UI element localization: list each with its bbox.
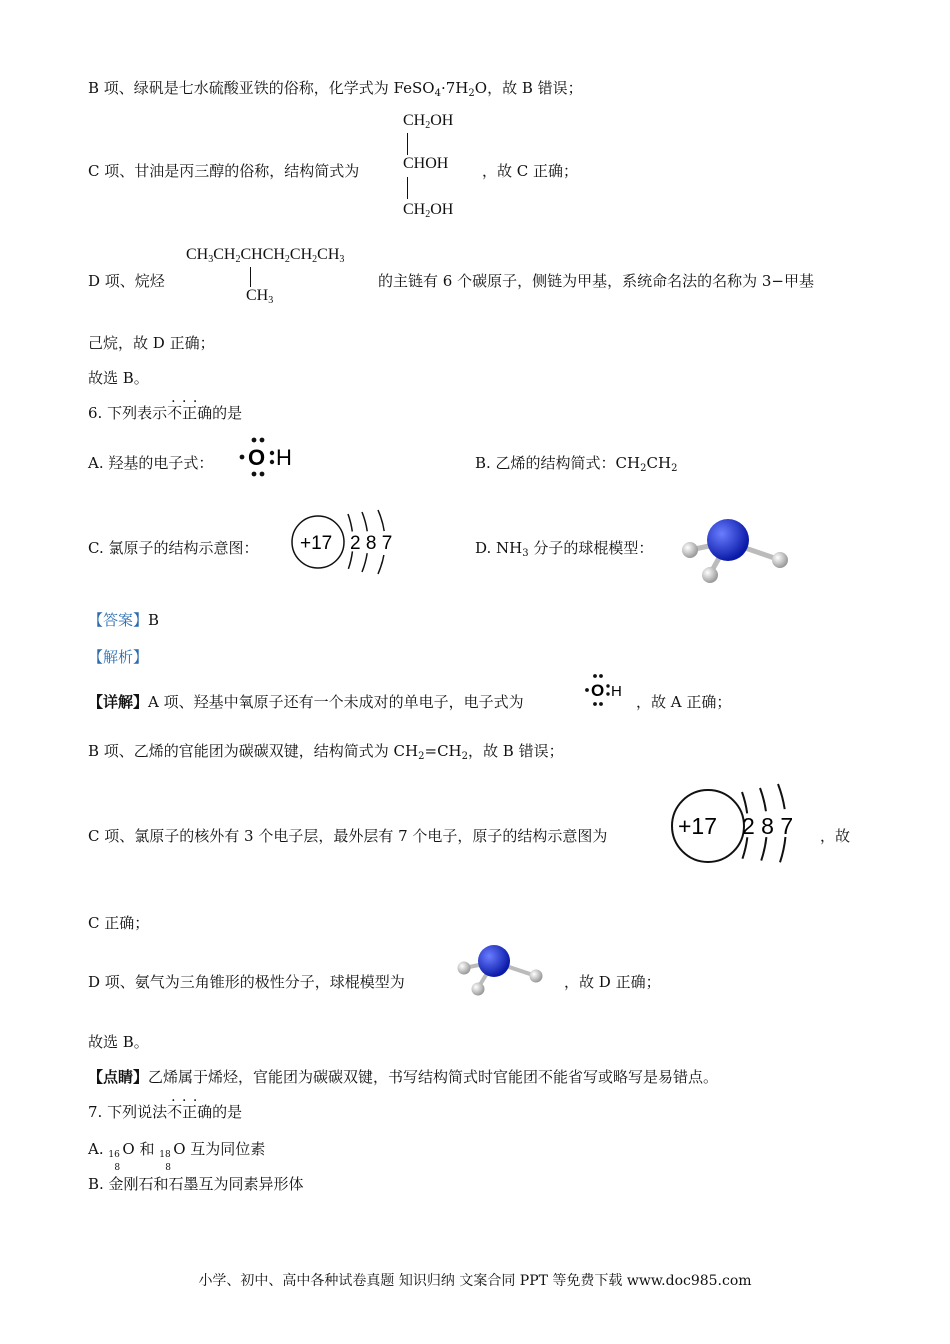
nh3-ball-stick-model-small: [452, 942, 552, 1002]
analysis-line-c-post: ，故 C 正确；: [482, 162, 579, 180]
oxygen-symbol: O: [591, 681, 605, 700]
detail-choose: 故选 B。: [88, 1033, 149, 1051]
electron-formula-image-small: [584, 672, 630, 712]
answer-line: 【答案】B: [88, 611, 160, 629]
nucleus-charge: +17: [300, 533, 333, 554]
nh3-ball-stick-model: [676, 514, 796, 590]
electron-shells: 2 8 7: [742, 813, 794, 839]
option-7a: A. 16 8 O 和 18 8 O 互为同位素: [88, 1140, 266, 1173]
oxygen-symbol: O: [248, 445, 266, 470]
hydrogen-symbol: H: [611, 683, 622, 700]
atom-structure-diagram-small: [288, 504, 408, 588]
option-6a: A. 羟基的电子式：: [88, 454, 214, 472]
nucleus-charge: +17: [678, 813, 718, 839]
emphasis-text: · · · 不正确: [167, 404, 212, 422]
analysis-label: 【解析】: [88, 648, 149, 666]
option-7b: B. 金刚石和石墨互为同素异形体: [88, 1175, 304, 1193]
hydrogen-symbol: H: [276, 445, 292, 470]
option-6d: D. $NH_3$ 分子的球棍模型：: [475, 539, 654, 559]
choose-answer-5: 故选 B。: [88, 369, 149, 387]
detail-line-c: C 项、氯原子的核外有 3 个电子层，最外层有 7 个电子，原子的结构示意图为: [88, 827, 608, 845]
detail-line-d: D 项、氨气为三角锥形的极性分子，球棍模型为: [88, 973, 405, 991]
question-6: 6. 下列表示· · · 不正确的是: [88, 403, 242, 423]
detail-line-b: B 项、乙烯的官能团为碳碳双键，结构简式为 $CH_2=CH_2$，故 B 错误；: [88, 742, 564, 762]
option-6b: B. 乙烯的结构简式：$CH_2CH_2$: [475, 454, 678, 474]
question-7: 7. 下列说法· · · 不正确的是: [88, 1102, 242, 1122]
detail-line-c-post: ，故: [820, 827, 851, 845]
analysis-line-d-post: 的主链有 6 个碳原子，侧链为甲基，系统命名法的名称为 3−甲基: [378, 272, 814, 290]
atom-structure-diagram-large: [668, 780, 808, 880]
analysis-line-c-pre: C 项、甘油是丙三醇的俗称，结构简式为: [88, 162, 360, 180]
analysis-line-d-pre: D 项、烷烃: [88, 272, 165, 290]
detail-line-d-post: ，故 D 正确；: [564, 973, 661, 991]
page-footer: 小学、初中、高中各种试卷真题 知识归纳 文案合同 PPT 等免费下载 www.doc985.com: [198, 1273, 752, 1289]
emphasis-text: · · · 不正确: [167, 1103, 212, 1121]
analysis-line-b: B 项、绿矾是七水硫酸亚铁的俗称，化学式为 $FeSO_4\cdot 7H_2O$，故 B 错误；: [88, 79, 583, 99]
electron-formula-image: [236, 434, 300, 484]
detail-line-a-post: ，故 A 正确；: [636, 693, 732, 711]
detail-line-c-cont: C 正确；: [88, 914, 150, 932]
detail-line-a: 【详解】A 项、羟基中氧原子还有一个未成对的单电子，电子式为: [88, 693, 524, 711]
comment-line: 【点睛】乙烯属于烯烃，官能团为碳碳双键，书写结构简式时官能团不能省写或略写是易错点。: [88, 1068, 719, 1086]
option-6c: C. 氯原子的结构示意图：: [88, 539, 259, 557]
analysis-line-d-cont: 己烷，故 D 正确；: [88, 334, 215, 352]
electron-shells: 2 8 7: [350, 533, 393, 554]
